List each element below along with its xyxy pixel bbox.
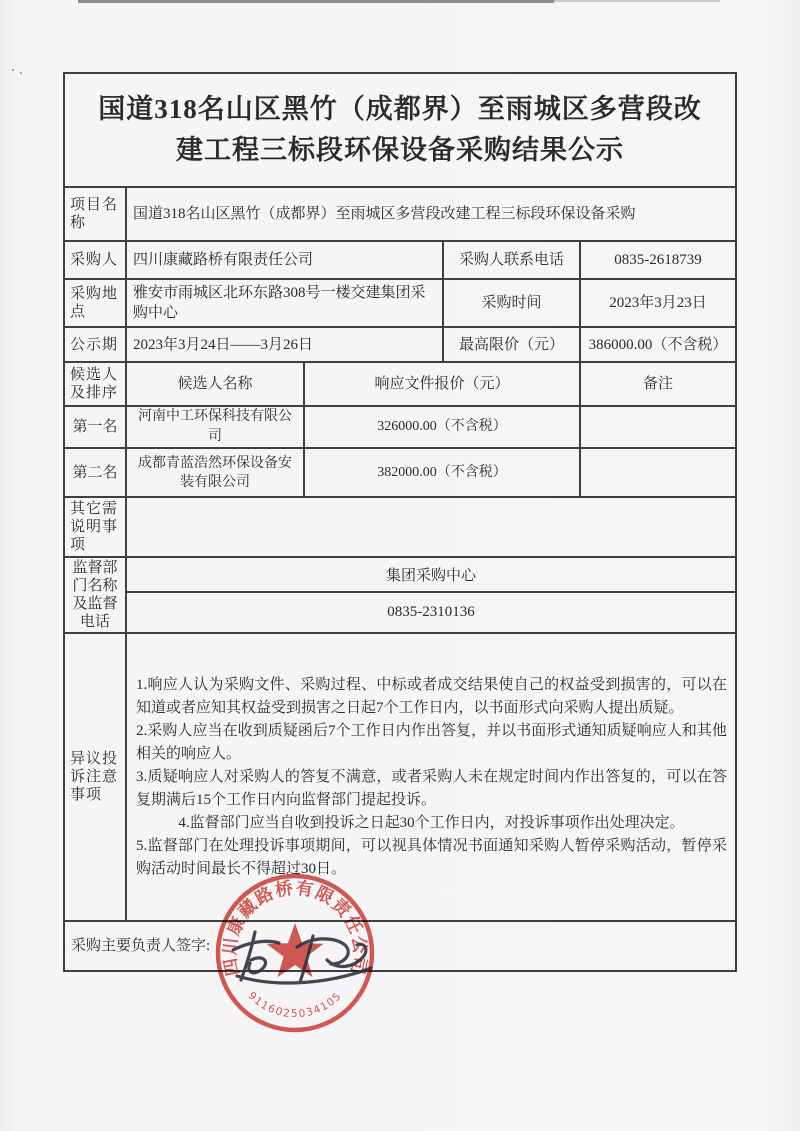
other-notes-label: 其它需说明事项 bbox=[65, 498, 127, 556]
purchaser-value: 四川康藏路桥有限责任公司 bbox=[127, 242, 444, 278]
supervision-label: 监督部门名称及监督电话 bbox=[65, 558, 127, 632]
purchaser-label: 采购人 bbox=[65, 242, 127, 278]
objection-item-2: 2.采购人应当在收到质疑函后7个工作日内作出答复，并以书面形式通知质疑响应人和其他相关的响应人。 bbox=[136, 722, 727, 762]
purchase-time-label: 采购时间 bbox=[444, 280, 581, 326]
candidate-1-remark bbox=[581, 407, 735, 447]
scan-speck bbox=[12, 69, 14, 71]
candidate-name-header: 候选人名称 bbox=[127, 363, 305, 405]
scan-edge-artifact bbox=[78, 0, 554, 3]
location-row bbox=[65, 280, 735, 328]
candidate-row-1 bbox=[65, 407, 735, 449]
location-value: 雅安市雨城区北环东路308号一楼交建集团采购中心 bbox=[127, 280, 444, 326]
objection-row bbox=[65, 634, 735, 922]
candidate-2-name: 成都青蓝浩然环保设备安装有限公司 bbox=[127, 449, 305, 496]
candidate-1-rank: 第一名 bbox=[65, 407, 127, 447]
document-title: 国道318名山区黑竹（成都界）至雨城区多营段改建工程三标段环保设备采购结果公示 bbox=[98, 94, 702, 165]
title-row bbox=[65, 74, 735, 188]
supervision-phone: 0835-2310136 bbox=[387, 604, 475, 620]
purchase-time-value: 2023年3月23日 bbox=[609, 295, 707, 311]
supervision-row bbox=[65, 558, 735, 634]
max-price-value: 386000.00（不含税） bbox=[588, 336, 728, 353]
candidate-1-name: 河南中工环保科技有限公司 bbox=[127, 407, 305, 447]
supervision-department: 集团采购中心 bbox=[127, 558, 735, 593]
project-name-label: 项目名称 bbox=[65, 188, 127, 240]
handwritten-signature bbox=[225, 912, 400, 1002]
publicity-period-value: 2023年3月24日——3月26日 bbox=[127, 328, 444, 361]
other-notes-value bbox=[127, 498, 735, 556]
candidates-header-row bbox=[65, 363, 735, 407]
objection-item-1: 1.响应人认为采购文件、采购过程、中标或者成交结果使自己的权益受到损害的，可以在知道或者应知其权益受到损害之日起7个工作日内，以书面形式向采购人提出质疑。 bbox=[136, 676, 727, 716]
other-notes-row bbox=[65, 498, 735, 558]
candidate-2-rank: 第二名 bbox=[65, 449, 127, 496]
purchaser-phone-label: 采购人联系电话 bbox=[444, 242, 581, 278]
supervision-values bbox=[127, 558, 735, 632]
seal-company-text: 四川康藏路桥有限责任公司 bbox=[219, 877, 371, 978]
candidate-2-remark bbox=[581, 449, 735, 496]
announcement-table bbox=[63, 72, 737, 972]
objection-label: 异议投诉注意事项 bbox=[65, 634, 127, 920]
candidate-1-quote: 326000.00（不含税） bbox=[305, 407, 581, 447]
project-name-value: 国道318名山区黑竹（成都界）至雨城区多营段改建工程三标段环保设备采购 bbox=[133, 206, 636, 222]
project-name-row bbox=[65, 188, 735, 242]
seal-number-text: 9116025034105 bbox=[245, 989, 345, 1021]
objection-item-4: 4.监督部门应当自收到投诉之日起30个工作日内，对投诉事项作出处理决定。 bbox=[178, 814, 685, 831]
candidates-header-label: 候选人及排序 bbox=[65, 363, 127, 405]
scan-speck bbox=[20, 72, 22, 74]
publicity-period-row bbox=[65, 328, 735, 363]
purchaser-row bbox=[65, 242, 735, 280]
location-label: 采购地点 bbox=[65, 280, 127, 326]
objection-item-5: 5.监督部门在处理投诉事项期间，可以视具体情况书面通知采购人暂停采购活动，暂停采购活动时间最长不得超过30日。 bbox=[136, 837, 727, 877]
publicity-period-label: 公示期 bbox=[65, 328, 127, 361]
max-price-label: 最高限价（元） bbox=[444, 328, 581, 361]
scan-edge-artifact bbox=[554, 0, 720, 2]
objection-item-3: 3.质疑响应人对采购人的答复不满意，或者采购人未在规定时间内作出答复的，可以在答复期满后15个工作日内向监督部门提起投诉。 bbox=[136, 768, 727, 808]
purchaser-phone-value: 0835-2618739 bbox=[614, 252, 702, 268]
candidate-quote-header: 响应文件报价（元） bbox=[305, 363, 581, 405]
candidate-2-quote: 382000.00（不含税） bbox=[305, 449, 581, 496]
candidate-remark-header: 备注 bbox=[642, 376, 673, 392]
signature-label: 采购主要负责人签字: bbox=[71, 938, 211, 954]
candidate-row-2 bbox=[65, 449, 735, 498]
signature-row bbox=[65, 922, 735, 970]
